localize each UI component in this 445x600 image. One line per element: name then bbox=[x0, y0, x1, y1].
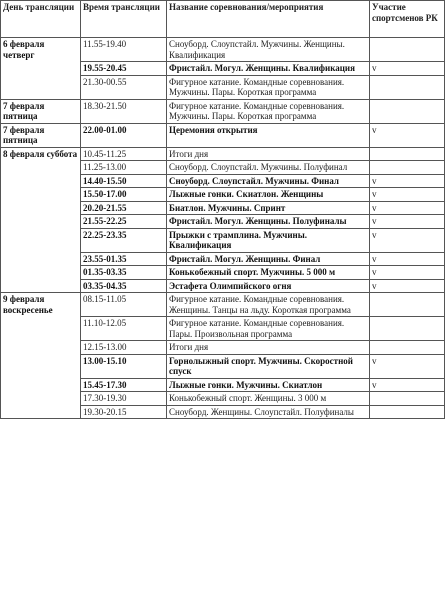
day-cell: 8 февраля суббота bbox=[1, 147, 81, 293]
participation-cell bbox=[370, 378, 445, 392]
table-row bbox=[1, 293, 445, 317]
time-cell: 15.50-17.00 bbox=[81, 188, 167, 202]
event-cell: Сноуборд. Слоупстайл. Мужчины. Женщины. Квалификация bbox=[167, 38, 370, 62]
participation-cell bbox=[370, 147, 445, 161]
event-cell: Конькобежный спорт. Женщины. 3 000 м bbox=[167, 392, 370, 406]
table-row bbox=[1, 99, 445, 123]
event-cell: Фигурное катание. Командные соревнования. Мужчины. Пары. Короткая программа bbox=[167, 75, 370, 99]
time-cell: 14.40-15.50 bbox=[81, 174, 167, 188]
participation-cell bbox=[370, 188, 445, 202]
time-cell: 20.20-21.55 bbox=[81, 201, 167, 215]
time-cell: 21.30-00.55 bbox=[81, 75, 167, 99]
table-row bbox=[1, 123, 445, 147]
participation-cell bbox=[370, 174, 445, 188]
header-day: День трансляции bbox=[1, 1, 81, 38]
event-cell: Итоги дня bbox=[167, 147, 370, 161]
participation-cell bbox=[370, 392, 445, 406]
event-cell: Фристайл. Могул. Женщины. Квалификация bbox=[167, 62, 370, 76]
time-cell: 19.30-20.15 bbox=[81, 405, 167, 419]
event-cell: Сноуборд. Женщины. Слоупстайл. Полуфиналы bbox=[167, 405, 370, 419]
time-cell: 22.00-01.00 bbox=[81, 123, 167, 147]
event-cell: Церемония открытия bbox=[167, 123, 370, 147]
time-cell: 22.25-23.35 bbox=[81, 228, 167, 252]
table-header-row bbox=[1, 1, 445, 38]
participation-cell bbox=[370, 341, 445, 355]
time-cell: 13.00-15.10 bbox=[81, 354, 167, 378]
time-cell: 17.30-19.30 bbox=[81, 392, 167, 406]
participation-cell bbox=[370, 354, 445, 378]
table-row bbox=[1, 147, 445, 161]
day-cell: 6 февраля четверг bbox=[1, 38, 81, 100]
time-cell: 10.45-11.25 bbox=[81, 147, 167, 161]
table-body bbox=[1, 38, 445, 419]
participation-mark: v bbox=[372, 253, 377, 264]
participation-cell bbox=[370, 75, 445, 99]
participation-mark: v bbox=[372, 379, 377, 390]
participation-cell bbox=[370, 405, 445, 419]
participation-mark: v bbox=[372, 229, 377, 240]
event-cell: Эстафета Олимпийского огня bbox=[167, 279, 370, 293]
participation-cell bbox=[370, 38, 445, 62]
participation-mark: v bbox=[372, 175, 377, 186]
participation-mark: v bbox=[372, 216, 377, 226]
day-cell: 7 февраля пятница bbox=[1, 99, 81, 123]
participation-mark: v bbox=[372, 355, 377, 366]
participation-cell bbox=[370, 215, 445, 229]
participation-mark: v bbox=[372, 280, 377, 291]
participation-mark: v bbox=[372, 202, 377, 213]
participation-cell bbox=[370, 266, 445, 280]
event-cell: Фристайл. Могул. Женщины. Полуфиналы bbox=[167, 215, 370, 229]
participation-cell bbox=[370, 228, 445, 252]
participation-cell bbox=[370, 99, 445, 123]
event-cell: Фигурное катание. Командные соревнования. Мужчины. Пары. Короткая программа bbox=[167, 99, 370, 123]
event-cell: Фигурное катание. Командные соревнования. Женщины. Танцы на льду. Короткая программа bbox=[167, 293, 370, 317]
event-cell: Итоги дня bbox=[167, 341, 370, 355]
header-participants: Участие спортсменов РК bbox=[370, 1, 445, 38]
time-cell: 11.10-12.05 bbox=[81, 317, 167, 341]
event-cell: Фристайл. Могул. Женщины. Финал bbox=[167, 252, 370, 266]
day-cell: 7 февраля пятница bbox=[1, 123, 81, 147]
time-cell: 08.15-11.05 bbox=[81, 293, 167, 317]
time-cell: 15.45-17.30 bbox=[81, 378, 167, 392]
time-cell: 11.55-19.40 bbox=[81, 38, 167, 62]
time-cell: 18.30-21.50 bbox=[81, 99, 167, 123]
participation-cell bbox=[370, 252, 445, 266]
table-row bbox=[1, 38, 445, 62]
event-cell: Сноуборд. Слоупстайл. Мужчины. Полуфинал bbox=[167, 161, 370, 175]
event-cell: Прыжки с трамплина. Мужчины. Квалификация bbox=[167, 228, 370, 252]
event-cell: Лыжные гонки. Мужчины. Скиатлон bbox=[167, 378, 370, 392]
event-cell: Фигурное катание. Командные соревнования. Пары. Произвольная программа bbox=[167, 317, 370, 341]
participation-cell bbox=[370, 317, 445, 341]
participation-cell bbox=[370, 123, 445, 147]
event-cell: Конькобежный спорт. Мужчины. 5 000 м bbox=[167, 266, 370, 280]
time-cell: 01.35-03.35 bbox=[81, 266, 167, 280]
time-cell: 12.15-13.00 bbox=[81, 341, 167, 355]
time-cell: 19.55-20.45 bbox=[81, 62, 167, 76]
participation-mark: v bbox=[372, 189, 377, 199]
participation-cell bbox=[370, 201, 445, 215]
header-event: Название соревнования/мероприятия bbox=[167, 1, 370, 38]
participation-cell bbox=[370, 161, 445, 175]
header-time: Время трансляции bbox=[81, 1, 167, 38]
participation-mark: v bbox=[372, 63, 377, 73]
participation-mark: v bbox=[372, 267, 377, 277]
event-cell: Сноуборд. Слоупстайл. Мужчины. Финал bbox=[167, 174, 370, 188]
event-cell: Горнолыжный спорт. Мужчины. Скоростной спуск bbox=[167, 354, 370, 378]
participation-cell bbox=[370, 62, 445, 76]
event-cell: Биатлон. Мужчины. Спринт bbox=[167, 201, 370, 215]
event-cell: Лыжные гонки. Скиатлон. Женщины bbox=[167, 188, 370, 202]
participation-mark: v bbox=[372, 124, 377, 135]
time-cell: 23.55-01.35 bbox=[81, 252, 167, 266]
time-cell: 21.55-22.25 bbox=[81, 215, 167, 229]
participation-cell bbox=[370, 293, 445, 317]
time-cell: 03.35-04.35 bbox=[81, 279, 167, 293]
time-cell: 11.25-13.00 bbox=[81, 161, 167, 175]
participation-cell bbox=[370, 279, 445, 293]
day-cell: 9 февраля воскресенье bbox=[1, 293, 81, 419]
